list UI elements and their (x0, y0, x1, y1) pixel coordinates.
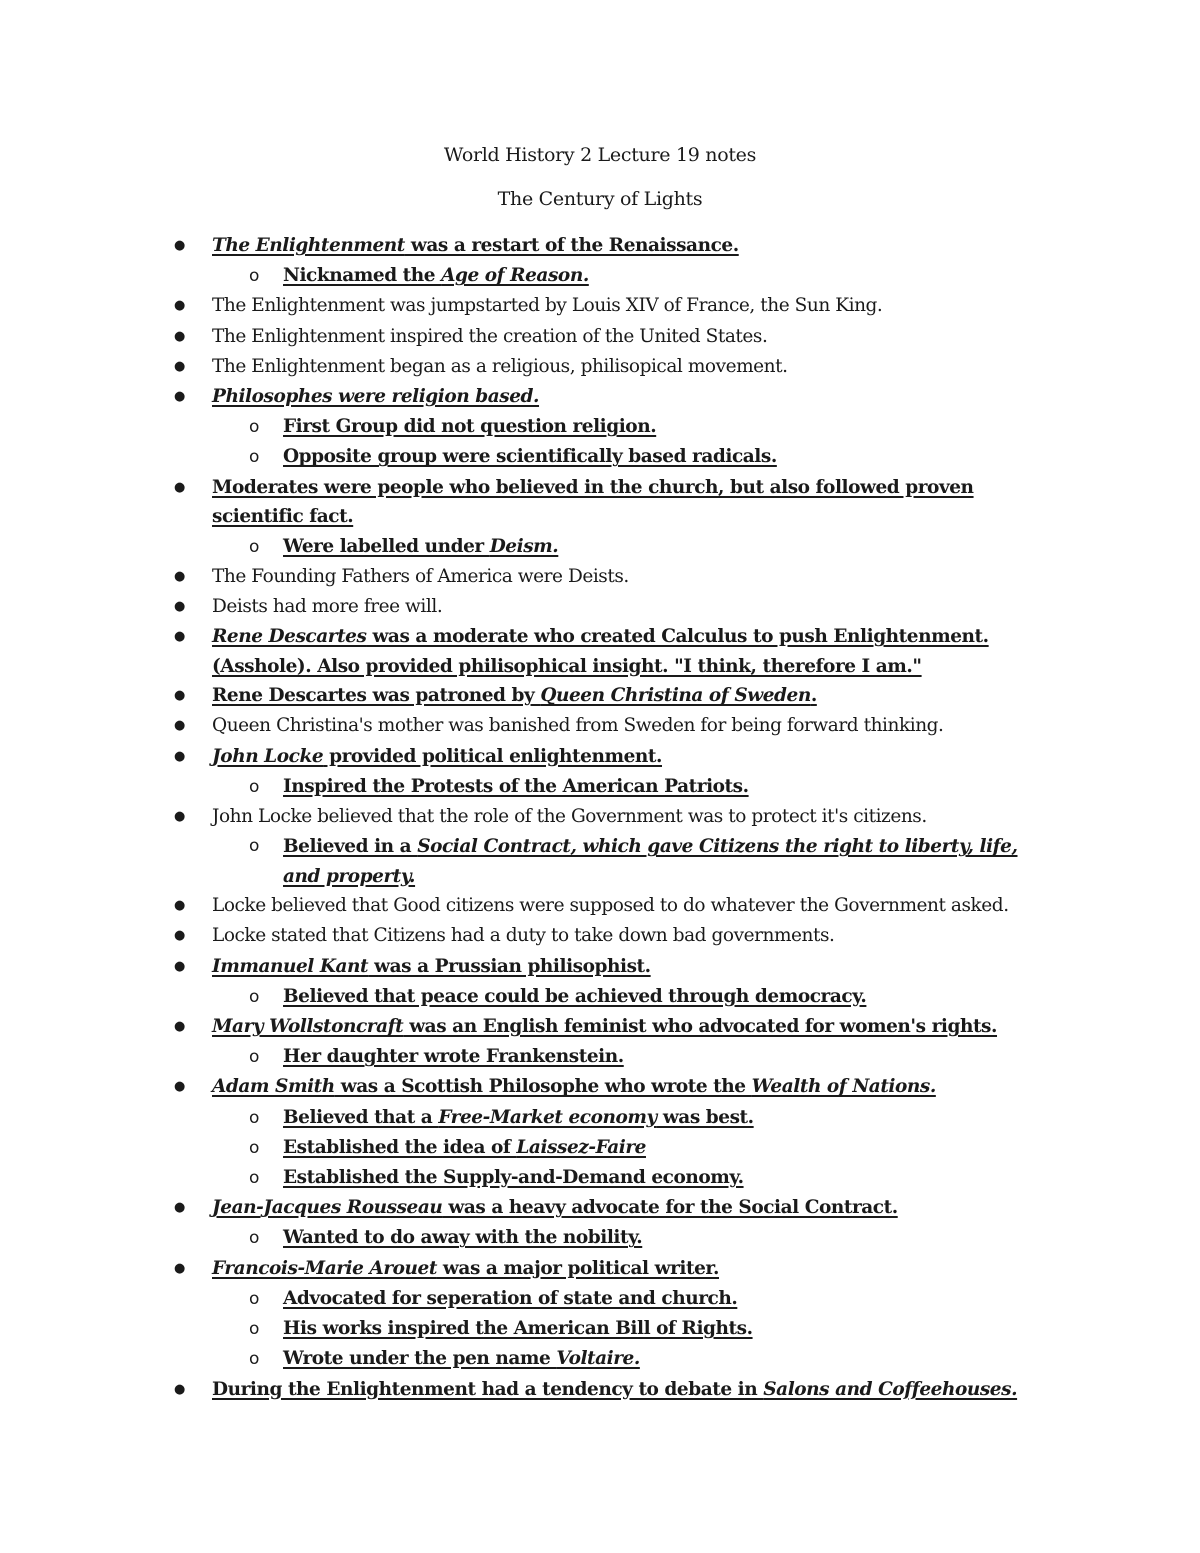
sub-list-item (0, 982, 1200, 1012)
bullet-icon: ● (174, 809, 185, 825)
text-segment: The Enlightenment inspired the creation of the United States. (212, 325, 768, 347)
list-item-text (212, 1258, 719, 1279)
bullet-icon: ● (174, 629, 185, 645)
bullet-icon: ● (174, 328, 185, 344)
list-item (0, 891, 1200, 921)
sub-bullet-icon: o (249, 1288, 259, 1309)
list-item-text (212, 925, 834, 946)
sub-bullet-icon: o (249, 1137, 259, 1158)
sub-list-item (0, 261, 1200, 291)
sub-bullet-icon: o (249, 266, 259, 287)
bullet-icon: ● (174, 358, 185, 374)
emphasized-text: Free-Market economy (438, 1106, 657, 1128)
sub-list-item (0, 772, 1200, 802)
text-segment: Wanted to do away with the nobility. (283, 1227, 643, 1249)
text-segment: . (810, 685, 817, 707)
text-segment: The Founding Fathers of America were Deists. (212, 565, 629, 587)
text-segment: The Enlightenment began as a religious, philisopical movement. (212, 355, 788, 377)
emphasized-text: Adam Smith (212, 1076, 335, 1098)
text-segment: Believed that a (283, 1106, 439, 1128)
list-item-text (212, 895, 1009, 916)
emphasized-text: Voltaire. (556, 1348, 640, 1370)
bullet-icon: ● (174, 898, 185, 914)
list-item-text (283, 1288, 737, 1309)
emphasized-text: Rene Descartes (212, 626, 367, 648)
sub-list-item (0, 832, 1053, 891)
sub-bullet-icon: o (249, 417, 259, 438)
bullet-icon: ● (174, 1260, 185, 1276)
text-segment: Locke stated that Citizens had a duty to take down bad governments. (212, 925, 835, 947)
bullet-icon: ● (174, 389, 185, 405)
sub-bullet-icon: o (249, 447, 259, 468)
list-item (0, 352, 1200, 382)
text-segment: Were labelled under (283, 535, 490, 557)
bullet-icon: ● (174, 1079, 185, 1095)
bullet-icon: ● (174, 1019, 185, 1035)
emphasized-text: Francois-Marie Arouet (212, 1257, 437, 1279)
text-segment: Her daughter wrote Frankenstein. (283, 1046, 624, 1068)
bullet-icon: ● (174, 568, 185, 584)
emphasized-text: John Locke (212, 745, 324, 767)
list-item (0, 1072, 1200, 1102)
bullet-icon: ● (174, 928, 185, 944)
list-item-text (212, 806, 927, 827)
text-segment: Advocated for seperation of state and church. (283, 1287, 738, 1309)
text-segment: Nicknamed the (283, 265, 442, 287)
list-item (0, 592, 1200, 622)
list-item-text (283, 1107, 754, 1128)
list-item-text (283, 1046, 624, 1067)
bullet-icon: ● (174, 1200, 185, 1216)
list-item (0, 382, 1200, 412)
emphasized-text: Social Contract, which gave Citizens the right to liberty, life, and property. (283, 836, 1018, 887)
list-item-text (283, 1348, 640, 1369)
list-item (0, 322, 1200, 352)
text-segment: was a Prussian philisophist. (368, 955, 651, 977)
sub-list-item (0, 412, 1200, 442)
list-item-text (283, 536, 558, 557)
text-segment: Wrote under the pen name (283, 1348, 557, 1370)
list-item-text (212, 715, 943, 736)
text-segment: was a moderate who created Calculus to push Enlightenment. (Asshole). Also provided philisophical insight. "I think, therefore I am." (212, 626, 989, 677)
text-segment: Queen Christina's mother was banished from Sweden for being forward thinking. (212, 715, 944, 737)
text-segment: Locke believed that Good citizens were supposed to do whatever the Government asked. (212, 895, 1009, 917)
document-title: World History 2 Lecture 19 notes (443, 144, 757, 166)
emphasized-text: Age of Reason. (441, 265, 589, 287)
list-item-text (283, 836, 1018, 887)
list-item-text (212, 626, 989, 677)
list-item-text (212, 1016, 997, 1037)
list-item-text (212, 235, 739, 256)
sub-bullet-icon: o (249, 1107, 259, 1128)
list-item-text (283, 1227, 642, 1248)
list-item (0, 1254, 1200, 1284)
list-item (0, 1193, 1200, 1223)
list-item-text (212, 746, 662, 767)
list-item-text (212, 566, 629, 587)
sub-list-item (0, 442, 1200, 472)
list-item-text (212, 596, 442, 617)
text-segment: Established the Supply-and-Demand economy. (283, 1167, 744, 1189)
sub-bullet-icon: o (249, 1047, 259, 1068)
sub-list-item (0, 1163, 1200, 1193)
emphasized-text: The Enlightenment (212, 235, 405, 256)
emphasized-text: Philosophes were religion based. (212, 386, 540, 408)
list-item-text (212, 386, 539, 407)
list-item-text (212, 956, 651, 977)
list-item-text (212, 1379, 1017, 1400)
list-item-text (283, 265, 589, 286)
bullet-icon: ● (174, 479, 185, 495)
emphasized-text: Immanuel Kant (212, 955, 369, 977)
list-item (0, 802, 1200, 832)
text-segment: First Group did not question religion. (283, 416, 657, 438)
emphasized-text: Jean-Jacques Rousseau (212, 1197, 443, 1219)
list-item (0, 231, 1200, 261)
text-segment: Established the idea of (283, 1136, 517, 1158)
sub-list-item (0, 1284, 1200, 1314)
bullet-icon: ● (174, 688, 185, 704)
emphasized-text: Queen Christina of Sweden (540, 685, 811, 707)
text-segment: was a Scottish Philosophe who wrote the (334, 1076, 752, 1098)
text-segment: John Locke believed that the role of the Government was to protect it's citizens. (212, 806, 927, 828)
list-item-text (283, 986, 866, 1007)
emphasized-text: Mary Wollstoncraft (212, 1016, 404, 1038)
emphasized-text: Salons and Coffeehouses. (763, 1378, 1018, 1400)
list-item-text (212, 1197, 898, 1218)
text-segment: His works inspired the American Bill of Rights. (283, 1318, 753, 1340)
text-segment: was an English feminist who advocated for women's rights. (403, 1016, 998, 1038)
list-item (0, 473, 992, 532)
list-item-text (212, 1076, 936, 1097)
list-item (0, 921, 1200, 951)
document-subtitle: The Century of Lights (497, 188, 703, 210)
text-segment: was a heavy advocate for the Social Contract. (442, 1197, 898, 1219)
sub-bullet-icon: o (249, 1319, 259, 1340)
sub-list-item (0, 1042, 1200, 1072)
text-segment: provided political enlightenment. (323, 745, 662, 767)
sub-bullet-icon: o (249, 536, 259, 557)
list-item (0, 291, 1200, 321)
list-item-text (212, 685, 817, 706)
sub-bullet-icon: o (249, 776, 259, 797)
emphasized-text: Deism. (489, 535, 559, 557)
list-item-text (212, 295, 882, 316)
emphasized-text: Wealth of Nations. (751, 1076, 936, 1098)
text-segment: Moderates were people who believed in the church, but also followed proven scientific fact. (212, 476, 974, 528)
list-item-text (212, 356, 788, 377)
sub-bullet-icon: o (249, 986, 259, 1007)
bullet-icon: ● (174, 958, 185, 974)
bullet-icon: ● (174, 298, 185, 314)
list-item-text (283, 776, 749, 797)
sub-list-item (0, 1133, 1200, 1163)
text-segment: was a major political writer. (436, 1257, 719, 1279)
bullet-icon: ● (174, 238, 185, 253)
bullet-icon: ● (174, 748, 185, 764)
list-item (0, 622, 992, 681)
list-item (0, 711, 1200, 741)
list-item-text (283, 1167, 744, 1188)
text-segment: was best. (656, 1106, 754, 1128)
text-segment: Inspired the Protests of the American Patriots. (283, 775, 749, 797)
bullet-icon: ● (174, 1381, 185, 1397)
sub-list-item (0, 1344, 1200, 1374)
list-item-text (283, 416, 656, 437)
bullet-icon: ● (174, 718, 185, 734)
list-item-text (212, 477, 974, 528)
list-item-text (212, 326, 767, 347)
list-item (0, 1375, 1200, 1405)
text-segment: Believed in a (283, 836, 418, 858)
text-segment: Rene Descartes was patroned by (212, 685, 541, 707)
sub-list-item (0, 1103, 1200, 1133)
list-item (0, 1012, 1200, 1042)
text-segment: The Enlightenment was jumpstarted by Louis XIV of France, the Sun King. (212, 295, 883, 317)
sub-bullet-icon: o (249, 836, 259, 857)
text-segment: Opposite group were scientifically based radicals. (283, 446, 777, 468)
text-segment: was a restart of the Renaissance. (404, 235, 739, 256)
text-segment: Deists had more free will. (212, 596, 443, 618)
sub-list-item (0, 532, 1200, 562)
text-segment: During the Enlightenment had a tendency to debate in (212, 1378, 764, 1400)
emphasized-text: Laissez-Faire (516, 1136, 646, 1158)
list-item (0, 952, 1200, 982)
list-item-text (283, 446, 777, 467)
list-item (0, 742, 1200, 772)
sub-list-item (0, 1223, 1200, 1253)
list-item-text (283, 1137, 646, 1158)
text-segment: Believed that peace could be achieved through democracy. (283, 985, 867, 1007)
list-item (0, 562, 1200, 592)
list-item-text (283, 1318, 753, 1339)
list-item (0, 681, 1200, 711)
sub-bullet-icon: o (249, 1349, 259, 1370)
sub-bullet-icon: o (249, 1168, 259, 1189)
sub-list-item (0, 1314, 1200, 1344)
bullet-icon: ● (174, 599, 185, 615)
notes-list (0, 231, 1200, 1405)
sub-bullet-icon: o (249, 1228, 259, 1249)
